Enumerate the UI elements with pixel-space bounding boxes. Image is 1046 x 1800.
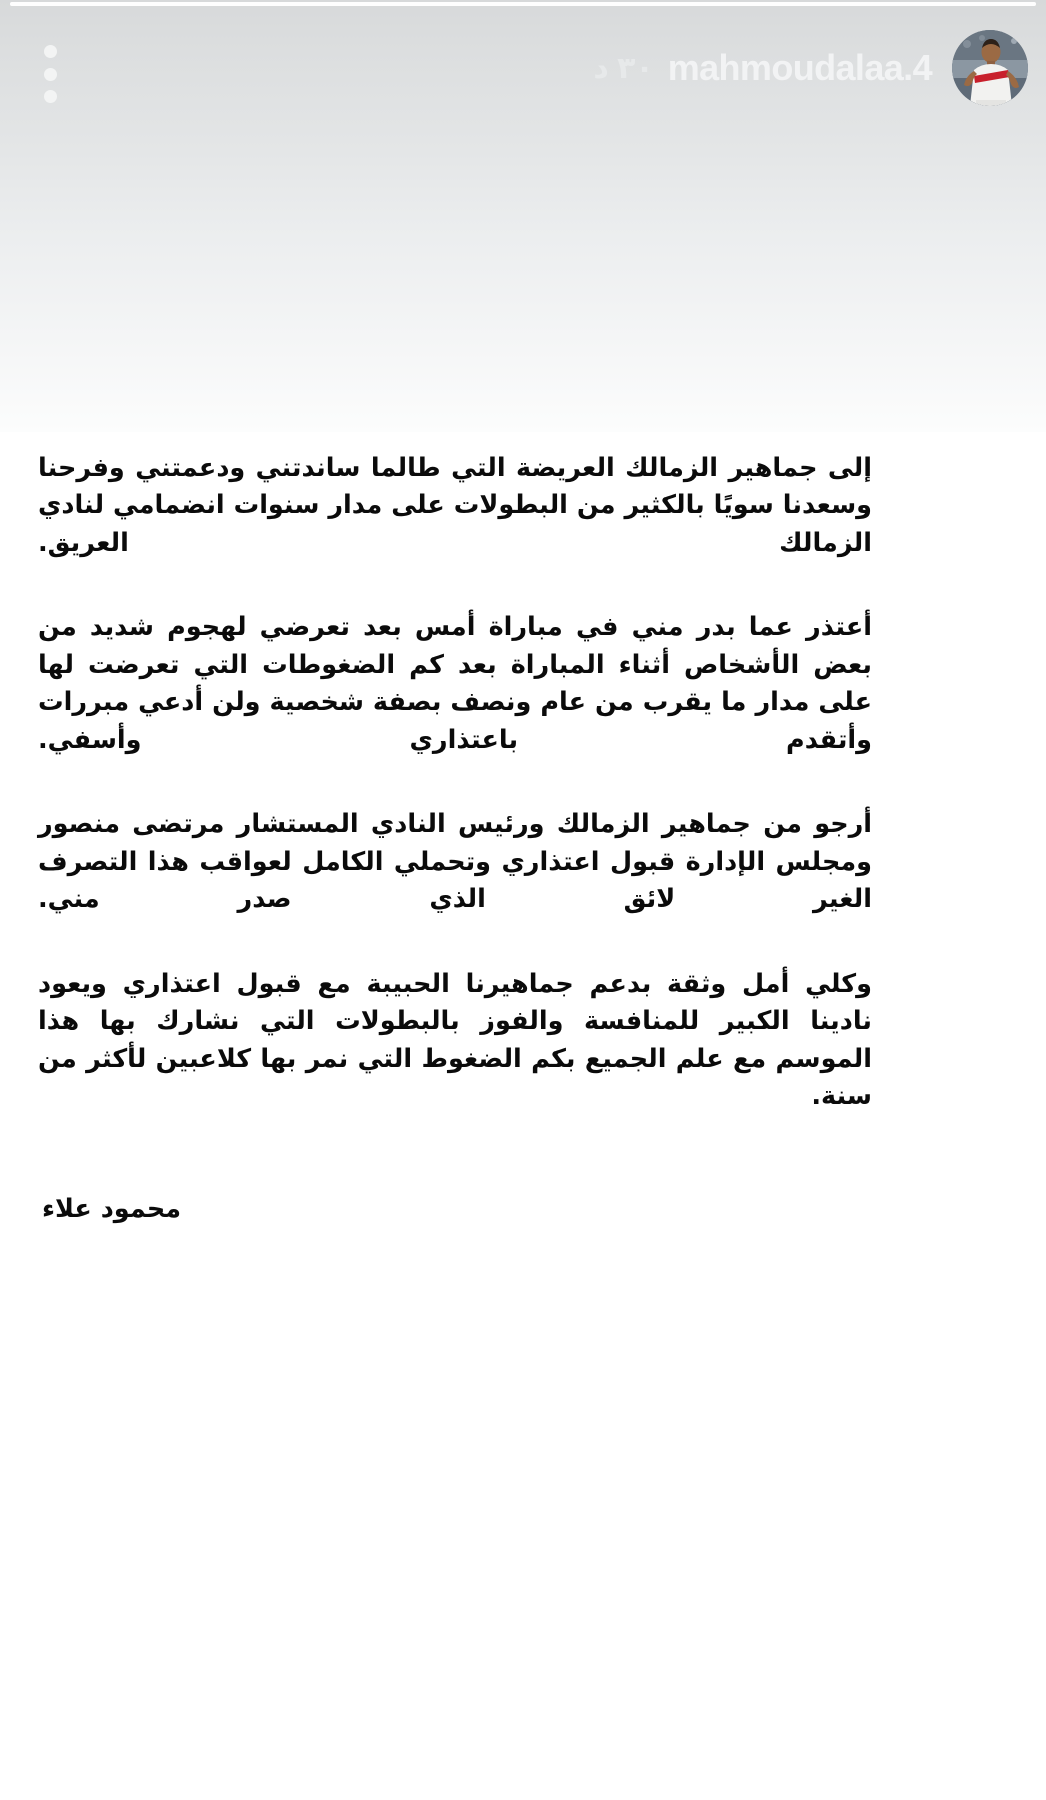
story-header — [0, 14, 1046, 110]
avatar[interactable] — [952, 30, 1028, 106]
story-media-area[interactable] — [0, 0, 1046, 432]
menu-dot — [44, 90, 57, 103]
menu-dot — [44, 68, 57, 81]
story-progress-fill — [10, 2, 1036, 6]
story-timestamp: ٣٠ د — [593, 51, 654, 85]
story-author-group[interactable] — [593, 30, 1028, 106]
kebab-menu-icon[interactable] — [43, 45, 57, 103]
statement-paragraph-1: إلى جماهير الزمالك العريضة التي طالما ساندتني ودعمتني وفرحنا وسعدنا سويًا بالكثير من البطولات على مدار سنوات انضمامي لنادي الزمالك العريق. — [38, 453, 872, 558]
statement-paragraph-2: أعتذر عما بدر مني في مباراة أمس بعد تعرضي لهجوم شديد من بعض الأشخاص أثناء المباراة بعد كم الضغوطات التي تعرضت لها على مدار ما يقرب من عام ونصف بصفة شخصية ولن أدعي مبررات وأتقدم باعتذاري وأسفي. — [38, 612, 872, 755]
menu-dot — [44, 45, 57, 58]
statement-signature: محمود علاء — [42, 1193, 182, 1224]
statement-body — [38, 450, 872, 1224]
statement-sheet — [0, 432, 1046, 1800]
statement-paragraph-3: أرجو من جماهير الزمالك ورئيس النادي المستشار مرتضى منصور ومجلس الإدارة قبول اعتذاري وتحملي الكامل لعواقب هذا التصرف الغير لائق الذي صدر مني. — [38, 809, 872, 915]
story-username[interactable]: mahmoudalaa.4 — [667, 47, 932, 88]
story-progress-track[interactable] — [10, 2, 1036, 6]
statement-paragraph-4: وكلي أمل وثقة بدعم جماهيرنا الحبيبة مع قبول اعتذاري ويعود نادينا الكبير للمنافسة والفوز بالبطولات التي نشارك بها هذا الموسم مع علم الجميع بكم الضغوط التي نمر بها كلاعبين لأكثر من سنة. — [38, 968, 872, 1112]
